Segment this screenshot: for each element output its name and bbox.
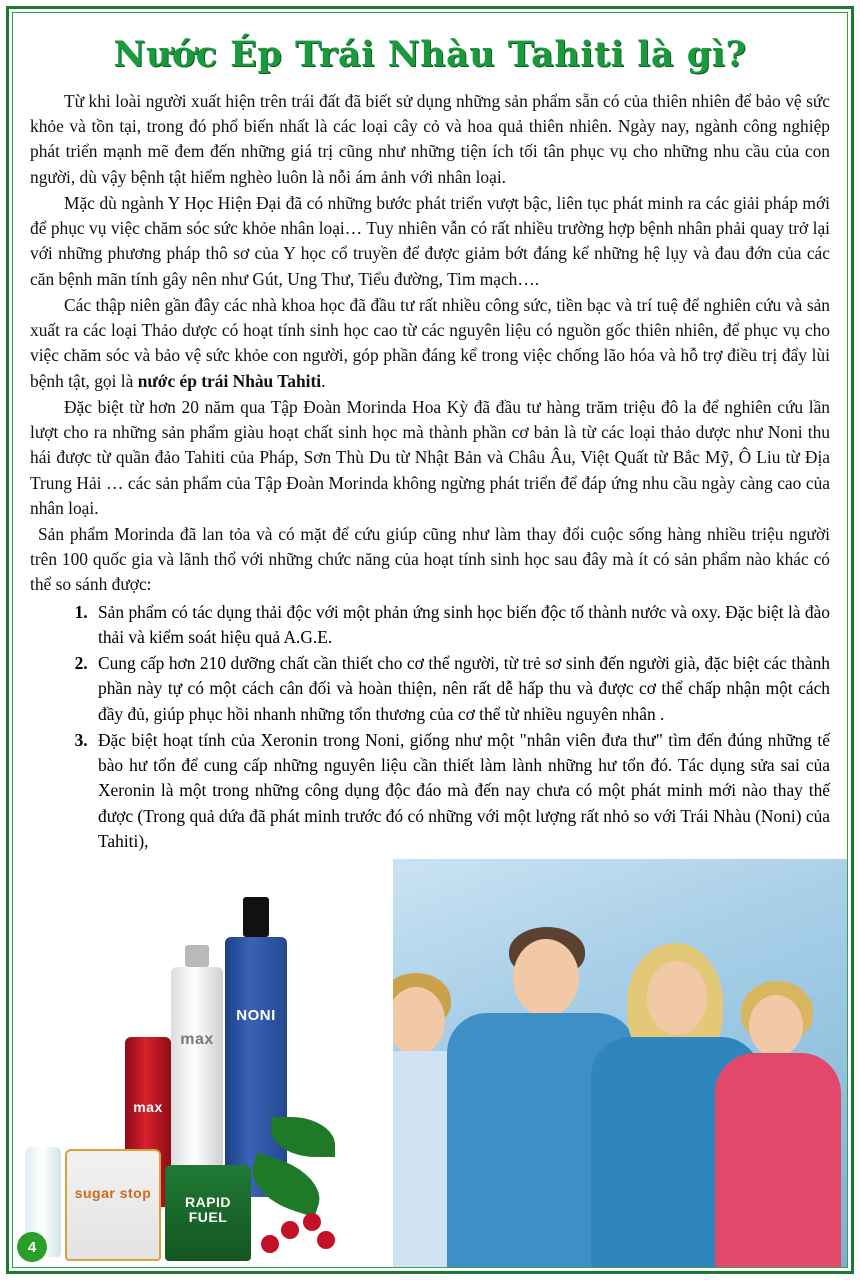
rapid-fuel-canister — [165, 1165, 251, 1261]
page-content — [30, 34, 830, 907]
shirt — [715, 1053, 841, 1267]
paragraph-4: Đặc biệt từ hơn 20 năm qua Tập Đoàn Morinda Hoa Kỳ đã đầu tư hàng trăm triệu đô la để nghiên cứu lần lượt cho ra những sản phẩm giàu hoạt chất sinh học mà thành phần cơ bản là từ các loại thảo dược như Noni thu hái được từ quần đảo Tahiti của Pháp, Sơn Thù Du từ Nhật Bản và Châu Âu, Việt Quất từ Bắc Mỹ, Ô Liu từ Địa Trung Hải … các sản phẩm của Tập Đoàn Morinda không ngừng phát triển để đáp ứng nhu cầu ngày càng cao của nhân loại. — [30, 396, 830, 518]
paragraph-3-text-part1: Các thập niên gần đây các nhà khoa học đã đầu tư rất nhiều công sức, tiền bạc và trí tuệ để nghiên cứu và sản xuất ra các loại Thảo dược có hoạt tính sinh học cao từ các nguyên liệu có nguồn gốc thiên nhiên, để phục vụ cho việc chăm sóc và bảo vệ sức khỏe con người, góp phần đáng kể trong việc chống lão hóa và hỗ trợ điều trị đẩy lùi bệnh tật, gọi là — [30, 294, 830, 391]
list-item: 1. Sản phẩm có tác dụng thải độc với một phản ứng sinh học biến độc tố thành nước và oxy. Đặc biệt là đào thải và kiểm soát hiệu quả A.G.E. — [92, 600, 830, 650]
bottle-cap — [185, 945, 209, 967]
paragraph-5: Sản phẩm Morinda đã lan tỏa và có mặt để cứu giúp cũng như làm thay đổi cuộc sống hàng nhiều triệu người trên 100 quốc gia và lãnh thổ với những chức năng của hoạt tính sinh học sau đây mà ít có sản phẩm nào khác có thể so sánh được: — [30, 523, 830, 595]
sugar-stop-canister — [65, 1149, 161, 1261]
product-label: max — [180, 1031, 214, 1048]
list-item: 2. Cung cấp hơn 210 dưỡng chất cần thiết cho cơ thể người, từ trẻ sơ sinh đến người già, đặc biệt các thành phần này tự có một cách cân đối và hoàn thiện, nên rất dễ hấp thu và được cơ thể chấp nhận một cách đầy đủ, giúp phục hồi nhanh những tổn thương của cơ thể từ nhiều nguyên nhân . — [92, 651, 830, 727]
paragraph-1: Từ khi loài người xuất hiện trên trái đất đã biết sử dụng những sản phẩm sẵn có của thiên nhiên để bảo vệ sức khỏe và tồn tại, trong đó phổ biến nhất là các loại cây cỏ và hoa quả thiên nhiên. Ngày nay, ngành công nghiệp phát triển mạnh mẽ đem đến những giá trị cũng như những tiện ích tối tân phục vụ cho những nhu cầu của con người, dù vậy bệnh tật hiểm nghèo luôn là nỗi ám ảnh với nhân loại. — [30, 91, 830, 187]
berry-icon — [303, 1213, 321, 1231]
article-body — [30, 89, 830, 598]
paragraph-3 — [30, 293, 830, 394]
product-label: RAPID FUEL — [184, 1194, 232, 1226]
face — [749, 995, 803, 1057]
paragraph-2: Mặc dù ngành Y Học Hiện Đại đã có những bước phát triển vượt bậc, liên tục phát minh ra các giải pháp mới để phục vụ việc chăm sóc sức khỏe nhân loại… Tuy nhiên vẫn có rất nhiều trường hợp bệnh nhân phải quay trở lại với những phương pháp thô sơ của Y học cổ truyền để được giảm bớt đáng kể những hệ lụy và đau đớn của các căn bệnh mãn tính gây nên như Gút, Ung Thư, Tiểu đường, Tim mạch…. — [30, 192, 830, 289]
family-photo — [327, 859, 847, 1267]
noni-leaf-icon — [244, 1153, 328, 1218]
face — [387, 987, 445, 1055]
page-title: Nước Ép Trái Nhàu Tahiti là gì? — [113, 34, 747, 75]
face — [647, 961, 707, 1035]
paragraph-3-text-part2: . — [321, 370, 326, 391]
product-label: sugar stop — [74, 1185, 152, 1201]
berry-icon — [281, 1221, 299, 1239]
product-family-photo — [13, 859, 847, 1267]
berry-icon — [261, 1235, 279, 1253]
berry-icon — [317, 1231, 335, 1249]
product-name-highlight: nước ép trái Nhàu Tahiti — [137, 370, 322, 391]
page-number-badge: 4 — [17, 1232, 47, 1262]
person-girl-pink — [713, 977, 843, 1267]
product-label: NONI — [236, 1007, 276, 1024]
bottle-cap — [243, 897, 269, 937]
list-item: 3. Đặc biệt hoạt tính của Xeronin trong Noni, giống như một "nhân viên đưa thư" tìm đến đúng những tế bào hư tổn để cung cấp những nguyên liệu cần thiết làm lành những hư tổn đó. Tác dụng sửa sai của Xeronin là một trong những công dụng độc đáo mà đến nay chưa có một phát minh mới nào thay thế được (Trong quả dứa đã phát minh trước đó có những với một lượng rất nhỏ so với Trái Nhàu (Noni) của Tahiti), — [92, 728, 830, 854]
face — [513, 939, 579, 1017]
truage-max-white-bottle — [171, 967, 223, 1177]
product-group — [13, 859, 393, 1267]
product-label: max — [133, 1099, 163, 1115]
